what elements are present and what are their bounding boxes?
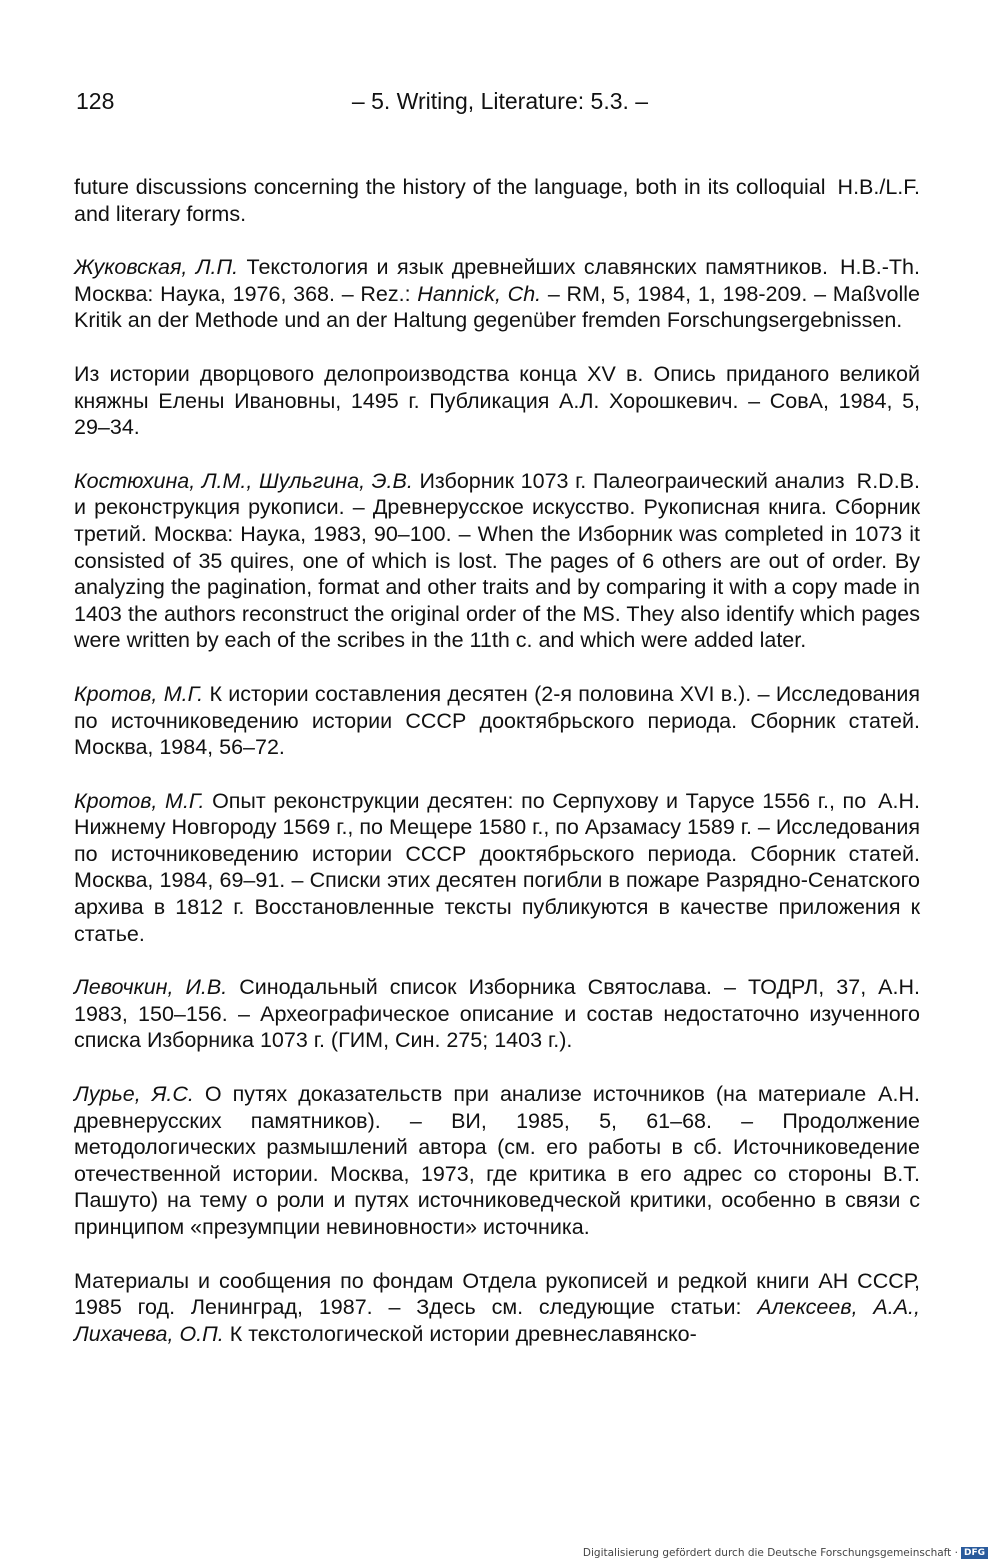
entry-text-continued: К текстологической истории древнеславянско-	[223, 1321, 697, 1346]
entry-signature: A.H.	[878, 975, 920, 1000]
entry-author: Лурье, Я.С.	[74, 1082, 194, 1107]
footer-text: Digitalisierung gefördert durch die Deutsche Forschungsgemeinschaft ·	[582, 1547, 958, 1559]
entry-1	[74, 174, 920, 227]
entry-author: Кротов, М.Г.	[74, 681, 204, 706]
digitization-footer	[583, 1547, 988, 1559]
entry-signature: H.B./L.F.	[837, 175, 920, 199]
entry-8	[74, 1081, 920, 1241]
running-head: – 5. Writing, Literature: 5.3. –	[351, 88, 649, 114]
entry-7	[74, 974, 920, 1054]
entry-signature: A.H.	[878, 1082, 920, 1107]
entry-3	[74, 361, 920, 441]
entry-reviewer: Hannick, Ch.	[417, 281, 542, 306]
entry-author: Костюхина, Л.М., Шульгина, Э.В.	[74, 468, 413, 493]
entry-text: Изборник 1073 г. Палеограический анализ и реконструкция рукописи. – Древнерусское искусство. Рукописная книга. Сборник третий. Москва: Наука, 1983, 90–100. – When the Изборник was completed in 1073 it consisted of 35 quires, one of which is lost. The pages of 6 others are out of order. By analyzing the pagination, format and other traits and by comparing it with a copy made in 1403 the authors reconstruct the original order of the MS. They also identify which pages were written by each of the scribes in the 11th c. and which were added later.	[74, 468, 920, 653]
entry-signature: A.H.	[878, 788, 920, 813]
entry-text: Из истории дворцового делопроизводства конца XV в. Опись приданого великой княжны Елены Ивановны, 1495 г. Публикация А.Л. Хорошкевич. – СовА, 1984, 5, 29–34.	[74, 361, 920, 440]
entry-5	[74, 681, 920, 761]
entry-text: К истории составления десятен (2-я половина XVI в.). – Исследования по источниковедению истории СССР дооктябрьского периода. Сборник статей. Москва, 1984, 56–72.	[74, 681, 920, 760]
entry-text: Материалы и сообщения по фондам Отдела рукописей и редкой книги АН СССР, 1985 год. Ленинград, 1987. – Здесь см. следующие статьи:	[74, 1268, 920, 1320]
entry-author: Жуковская, Л.П.	[74, 255, 239, 280]
entry-2	[74, 254, 920, 334]
entry-text: О путях доказательств при анализе источников (на материале древнерусских памятников). – ВИ, 1985, 5, 61–68. – Продолжение методологических размышлений автора (см. его работы в сб. Источниковедение отечественной истории. Москва, 1973, где критика в его адрес со стороны В.Т. Пашуто) на тему о роли и путях источниковедческой критики, особенно в связи с принципом «презумпции невиновности» источника.	[74, 1082, 920, 1239]
entry-text-continued: – RM, 5, 1984, 1, 198-209. – Maßvolle Kritik an der Methode und an der Haltung gegenüber fremden Forschungsergebnissen.	[74, 281, 920, 333]
entry-6	[74, 788, 920, 948]
entry-9	[74, 1268, 920, 1348]
entry-reviewer: Алексеев, А.А., Лихачева, О.П.	[74, 1295, 920, 1346]
entry-signature: R.D.B.	[856, 468, 920, 493]
dfg-logo: DFG	[961, 1547, 988, 1559]
entry-signature: H.B.-Th.	[839, 255, 920, 280]
entry-text: Синодальный список Изборника Святослава. – ТОДРЛ, 37, 1983, 150–156. – Археографическое описание и состав недостаточно изученного списка Изборника 1073 г. (ГИМ, Син. 275; 1403 г.).	[74, 975, 920, 1053]
bibliography-entries	[74, 174, 920, 1374]
entry-author: Кротов, М.Г.	[74, 788, 205, 813]
entry-text: Опыт реконструкции десятен: по Серпухову и Тарусе 1556 г., по Нижнему Новгороду 1569 г., по Мещере 1580 г., по Арзамасу 1589 г. – Исследования по источниковедению истории СССР дооктябрьского периода. Сборник статей. Москва, 1984, 69–91. – Списки этих десятен погибли в пожаре Разрядно-Сенатского архива в 1812 г. Восстановленные тексты публикуются в качестве приложения к статье.	[74, 788, 920, 946]
entry-text: future discussions concerning the history of the language, both in its colloquial and literary forms.	[74, 175, 826, 226]
entry-text: Текстология и язык древнейших славянских памятников. Москва: Наука, 1976, 368. – Rez.:	[74, 255, 828, 306]
page-number: 128	[76, 88, 115, 114]
entry-4	[74, 468, 920, 654]
entry-author: Левочкин, И.В.	[74, 975, 228, 1000]
